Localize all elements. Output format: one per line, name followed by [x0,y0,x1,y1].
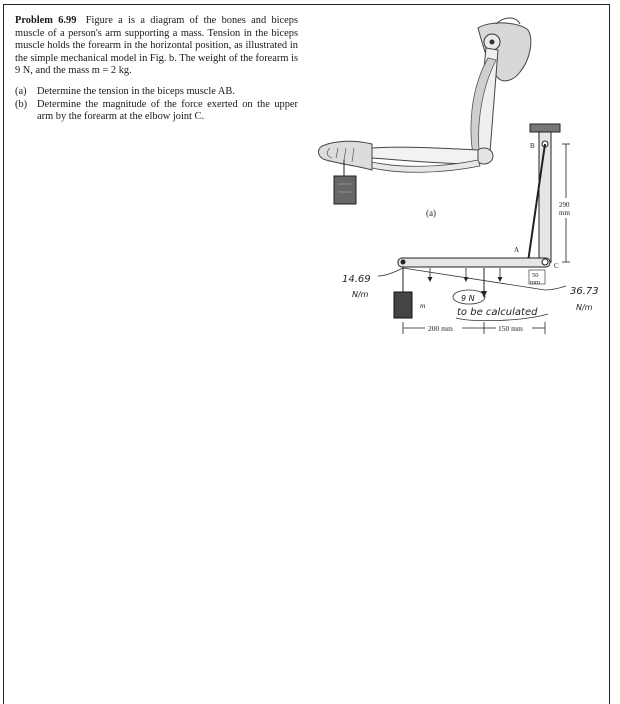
problem-number: Problem 6.99 [15,15,77,26]
label-m: m [420,301,426,310]
left-load-unit: N/m [352,290,369,299]
right-load-unit: N/m [576,303,593,312]
dim-200: 200 mm [428,324,453,333]
distributed-load-arrows [428,268,503,282]
forearm-bar [398,258,550,267]
dim-290-unit: mm [559,209,570,217]
right-leader-line [545,286,566,290]
humerus-head-dot [490,40,495,45]
upper-support-shape [530,124,560,132]
hand-shape [319,141,372,170]
part-b-text: Determine the magnitude of the force exerted on the upper arm by the forearm at the elbow joint C. [37,98,298,123]
label-C: C [554,262,559,270]
note-to-be-calculated: to be calculated [457,307,538,318]
left-load-value: 14.69 [342,274,371,285]
mass-shape [394,292,412,318]
left-leader-line [378,268,403,276]
dim-50-unit: mm [530,279,541,286]
arm-illustration [319,18,531,218]
weight-label: 9 N [461,294,475,303]
part-a-tag: (a) [15,85,27,97]
right-load-value: 36.73 [570,286,599,297]
label-A: A [514,246,520,254]
dim-290-value: 290 [559,201,570,209]
label-B: B [530,142,535,150]
part-b-tag: (b) [15,98,28,110]
dim-150: 150 mm [498,324,523,333]
load-line-hand [403,268,545,290]
hand-weight-shape [334,176,356,204]
part-a-text: Determine the tension in the biceps muscle AB. [37,85,235,97]
upper-arm-post [539,132,551,262]
pin-C [542,259,548,265]
radius-shape [372,147,478,164]
dim-50-value: 50 [532,272,539,279]
forearm-end-dot [401,260,406,265]
caption-a: (a) [426,208,436,218]
problem-statement-text: Figure a is a diagram of the bones and biceps muscle of a person's arm supporting a mass. Tension in the biceps muscle holds the forearm in the horizontal position, as illustrated in the simple mechanical model in Fig. b. The weight of the forearm is 9 N, and the mass m = 2 kg. [15,15,298,77]
